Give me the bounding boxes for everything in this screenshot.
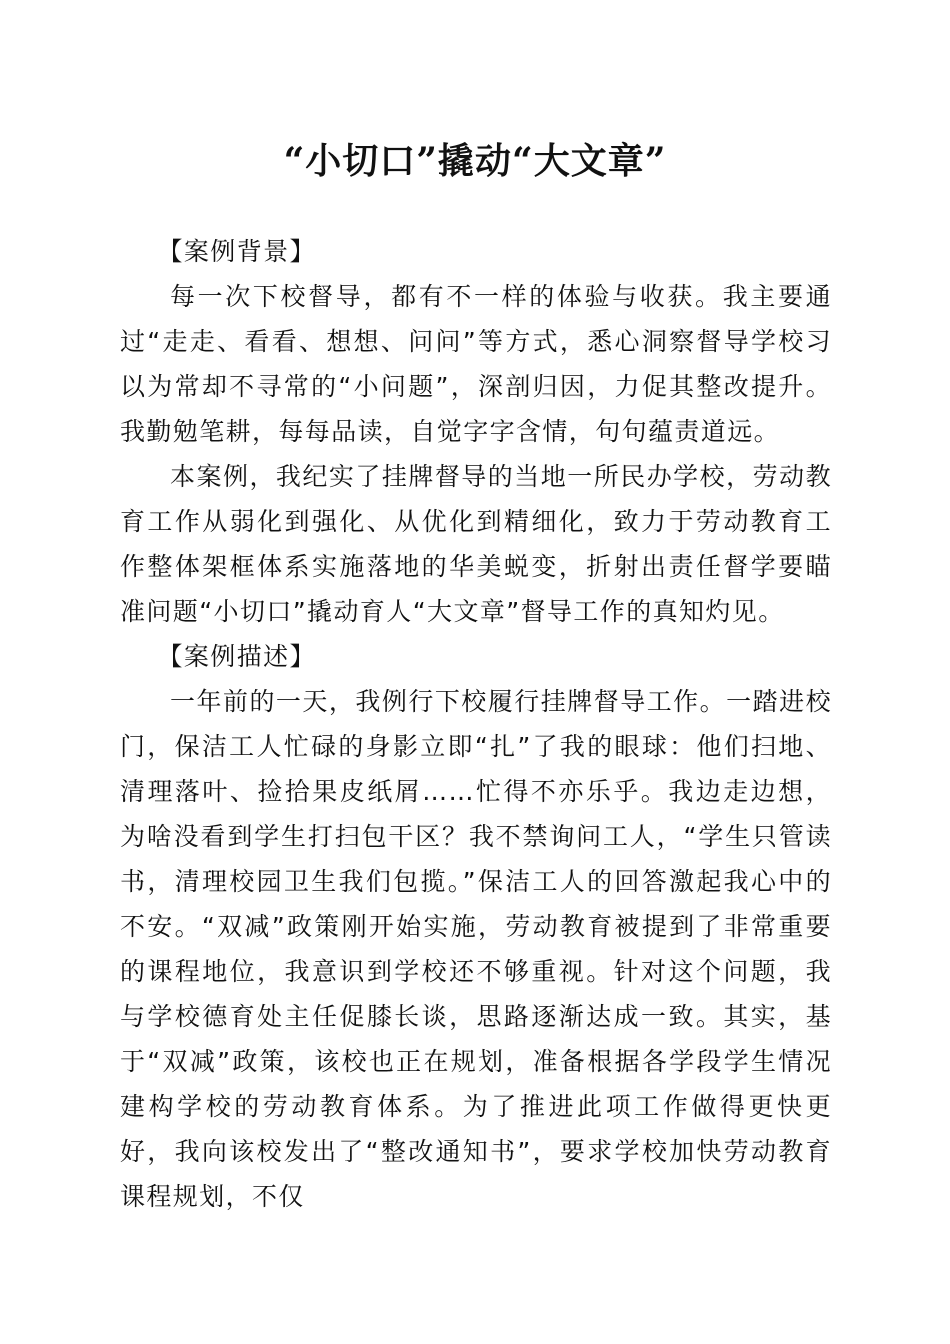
paragraph: 每一次下校督导，都有不一样的体验与收获。我主要通过“走走、看看、想想、问问”等方式，悉心洞察督导学校习以为常却不寻常的“小问题”，深剖归因，力促其整改提升。我勤勉笔耕，每每品读，自觉字字含情，句句蕴责道远。	[120, 282, 832, 446]
paragraph: 一年前的一天，我例行下校履行挂牌督导工作。一踏进校门，保洁工人忙碌的身影立即“扎”了我的眼球：他们扫地、清理落叶、捡拾果皮纸屑……忙得不亦乐乎。我边走边想，为啥没看到学生打扫包干区？我不禁询问工人，“学生只管读书，清理校园卫生我们包揽。”保洁工人的回答激起我心中的不安。“双减”政策刚开始实施，劳动教育被提到了非常重要的课程地位，我意识到学校还不够重视。针对这个问题，我与学校德育处主任促膝长谈，思路逐渐达成一致。其实，基于“双减”政策，该校也正在规划，准备根据各学段学生情况建构学校的劳动教育体系。为了推进此项工作做得更快更好，我向该校发出了“整改通知书”，要求学校加快劳动教育课程规划，不仅	[120, 687, 832, 1211]
paragraph: 本案例，我纪实了挂牌督导的当地一所民办学校，劳动教育工作从弱化到强化、从优化到精细化，致力于劳动教育工作整体架框体系实施落地的华美蜕变，折射出责任督学要瞄准问题“小切口”撬动育人“大文章”督导工作的真知灼见。	[120, 462, 832, 626]
document-body	[120, 229, 832, 1219]
section-heading-description: 【案例描述】	[157, 642, 316, 671]
section-heading-background: 【案例背景】	[157, 237, 316, 266]
document-title: “小切口”撬动“大文章”	[283, 140, 667, 182]
